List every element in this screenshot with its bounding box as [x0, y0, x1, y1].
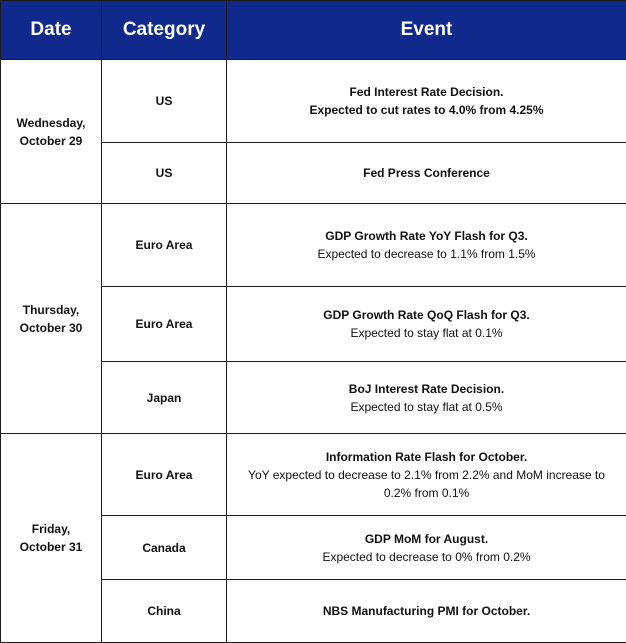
event-title: GDP MoM for August.	[364, 531, 489, 546]
category-cell: Euro Area	[102, 434, 227, 516]
event-detail: Expected to decrease to 1.1% from 1.5%	[317, 247, 536, 261]
header-date: Date	[1, 1, 102, 60]
event-detail: Expected to decrease to 0% from 0.2%	[322, 549, 531, 564]
category-cell: US	[102, 143, 227, 204]
date-cell-friday	[1, 434, 102, 643]
category-cell: Euro Area	[102, 204, 227, 287]
date-day: October 30	[19, 320, 83, 335]
header-event: Event	[227, 1, 626, 60]
event-cell	[227, 287, 626, 362]
table-row	[1, 434, 626, 516]
event-detail: Expected to stay flat at 0.1%	[350, 326, 503, 340]
header-category: Category	[102, 1, 227, 60]
event-title: Fed Interest Rate Decision.	[349, 85, 504, 99]
event-cell	[227, 580, 626, 643]
event-cell	[227, 204, 626, 287]
category-cell: US	[102, 60, 227, 143]
event-cell	[227, 60, 626, 143]
header-row	[1, 1, 626, 60]
event-title: GDP Growth Rate YoY Flash for Q3.	[325, 229, 528, 243]
date-day: October 31	[19, 540, 83, 554]
category-cell: China	[102, 580, 227, 643]
event-cell	[227, 516, 626, 580]
category-cell: Canada	[102, 516, 227, 580]
event-detail: Expected to cut rates to 4.0% from 4.25%	[309, 103, 544, 117]
event-title: Information Rate Flash for October.	[325, 449, 528, 464]
event-cell	[227, 362, 626, 434]
event-cell	[227, 434, 626, 516]
event-cell	[227, 143, 626, 204]
event-detail: Expected to stay flat at 0.5%	[350, 399, 503, 414]
date-weekday: Thursday,	[22, 302, 80, 317]
table-row	[1, 204, 626, 287]
category-cell: Euro Area	[102, 287, 227, 362]
date-cell-thursday	[1, 204, 102, 434]
event-title: NBS Manufacturing PMI for October.	[322, 604, 531, 618]
event-title: GDP Growth Rate QoQ Flash for Q3.	[323, 308, 530, 322]
category-cell: Japan	[102, 362, 227, 434]
date-cell-wednesday	[1, 60, 102, 204]
date-weekday: Wednesday,	[16, 115, 86, 130]
date-day: October 29	[19, 133, 83, 148]
table-row	[1, 60, 626, 143]
event-title: BoJ Interest Rate Decision.	[348, 381, 505, 396]
date-weekday: Friday,	[31, 522, 71, 536]
event-title: Fed Press Conference	[363, 166, 490, 180]
event-detail: YoY expected to decrease to 2.1% from 2.2% and MoM increase to 0.2% from 0.1%	[248, 467, 605, 500]
